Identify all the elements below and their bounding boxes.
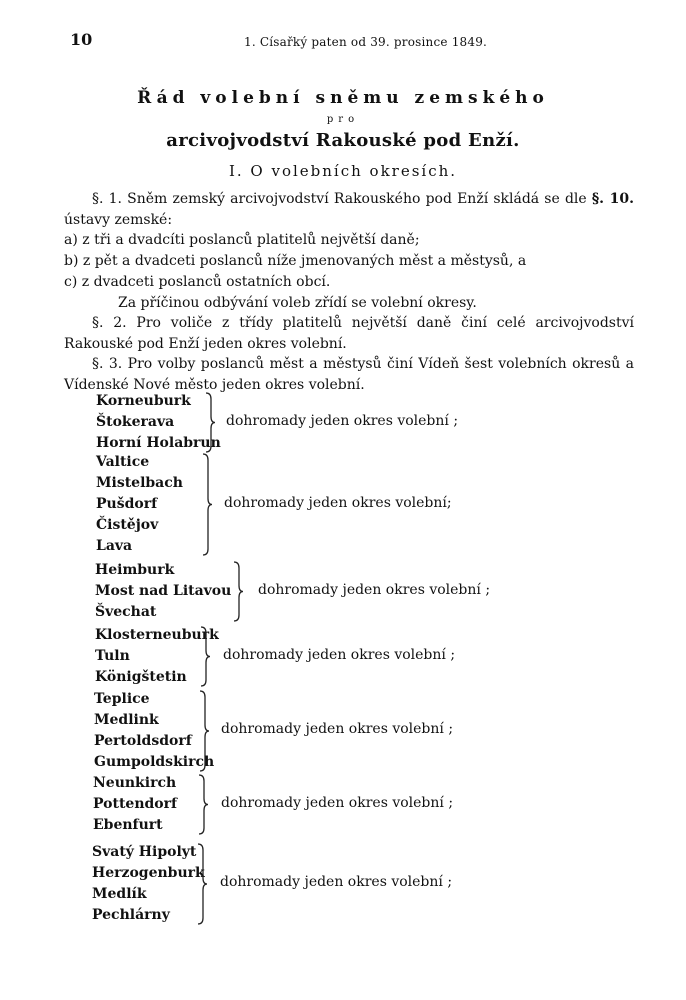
town-name: Valtice [96, 454, 150, 470]
town-name: Medlink [94, 712, 159, 728]
town-name: Medlík [92, 886, 147, 902]
town-name: Klosterneuburk [95, 627, 219, 643]
constituency-label: dohromady jeden okres volební ; [223, 646, 456, 663]
town-name: Čistějov [96, 517, 159, 533]
paragraph-1-text: §. 1. Sněm zemský arcivojvodství Rakouského pod Enží skládá se dle [92, 191, 592, 207]
constituency-label: dohromady jeden okres volební ; [226, 412, 459, 429]
town-name: Korneuburk [96, 393, 191, 409]
paragraph-3: §. 3. Pro volby poslanců měst a městysů činí Vídeň šest volebních okresů a Vídenské Nové město jeden okres volební. [64, 356, 634, 393]
constituency-group [95, 560, 518, 623]
town-list [93, 773, 177, 836]
town-name: Herzogenburk [92, 865, 205, 881]
constituency-group [96, 391, 486, 454]
constituency-group [95, 625, 483, 688]
constituency-label: dohromady jeden okres volební; [224, 494, 452, 511]
paragraph-2: §. 2. Pro voliče z třídy platitelů největší daně činí celé arcivojvodství Rakouské pod Enží jeden okres volební. [64, 315, 634, 352]
section-heading: I. O volebních okresích. [228, 162, 458, 180]
curly-brace [196, 842, 208, 926]
constituency-label: dohromady jeden okres volební ; [221, 794, 454, 811]
town-name: Lava [96, 538, 133, 554]
town-list [94, 689, 214, 773]
constituency-label: dohromady jeden okres volební ; [221, 721, 454, 737]
town-name: Štokerava [96, 414, 175, 430]
document-subtitle: arcivojvodství Rakouské pod Enží. [166, 130, 520, 151]
town-name: Most nad Litavou [95, 583, 232, 599]
constituency-label: dohromady jeden okres volební ; [258, 581, 491, 598]
paragraph-1-text-end: ústavy zemské: [64, 212, 173, 228]
constituency-group [94, 689, 481, 773]
list-item-c: c) z dvadceti poslanců ostatních obcí. [64, 274, 331, 290]
town-name: Horní Holabrun [96, 435, 221, 451]
constituency-group [92, 842, 480, 926]
town-name: Švechat [95, 604, 157, 620]
curly-brace [197, 773, 209, 836]
curly-brace [198, 689, 210, 773]
town-name: Gumpoldskirch [94, 754, 215, 770]
town-name: Pušdorf [96, 496, 158, 512]
town-name: Ebenfurt [93, 817, 163, 833]
town-list [95, 560, 231, 623]
town-list [96, 391, 221, 454]
title-connector: pro [326, 114, 360, 125]
constituency-group [93, 773, 481, 836]
town-name: Mistelbach [96, 475, 183, 491]
town-name: Pechlárny [92, 907, 170, 923]
page-number: 10 [70, 30, 93, 49]
paragraph-1-reference: §. 10. [591, 191, 634, 207]
list-item-b: b) z pět a dvadceti poslanců níže jmenovaných měst a městysů, a [64, 253, 527, 269]
list-item-a: a) z tři a dvadcíti poslanců platitelů největší daně; [64, 232, 420, 248]
curly-brace [199, 625, 211, 688]
curly-brace [204, 391, 216, 454]
town-name: Tuln [95, 648, 130, 664]
paragraph-1 [64, 189, 634, 231]
town-name: Königštetin [95, 669, 187, 685]
paragraph-1-closing: Za příčinou odbývání voleb zřídí se volební okresy. [118, 295, 477, 311]
town-list [92, 842, 205, 926]
town-name: Pertoldsdorf [94, 733, 192, 749]
constituency-label: dohromady jeden okres volební ; [220, 874, 453, 890]
town-name: Svatý Hipolyt [92, 844, 197, 860]
town-name: Teplice [94, 691, 150, 707]
town-list [96, 452, 183, 557]
curly-brace [232, 560, 244, 623]
running-title: 1. Císařký paten od 39. prosince 1849. [244, 35, 488, 49]
town-name: Pottendorf [93, 796, 178, 812]
constituency-group [96, 452, 484, 557]
document-title: Řád volební sněmu zemského [137, 88, 549, 108]
town-name: Neunkirch [93, 775, 177, 791]
curly-brace [201, 452, 213, 557]
town-name: Heimburk [95, 562, 175, 578]
